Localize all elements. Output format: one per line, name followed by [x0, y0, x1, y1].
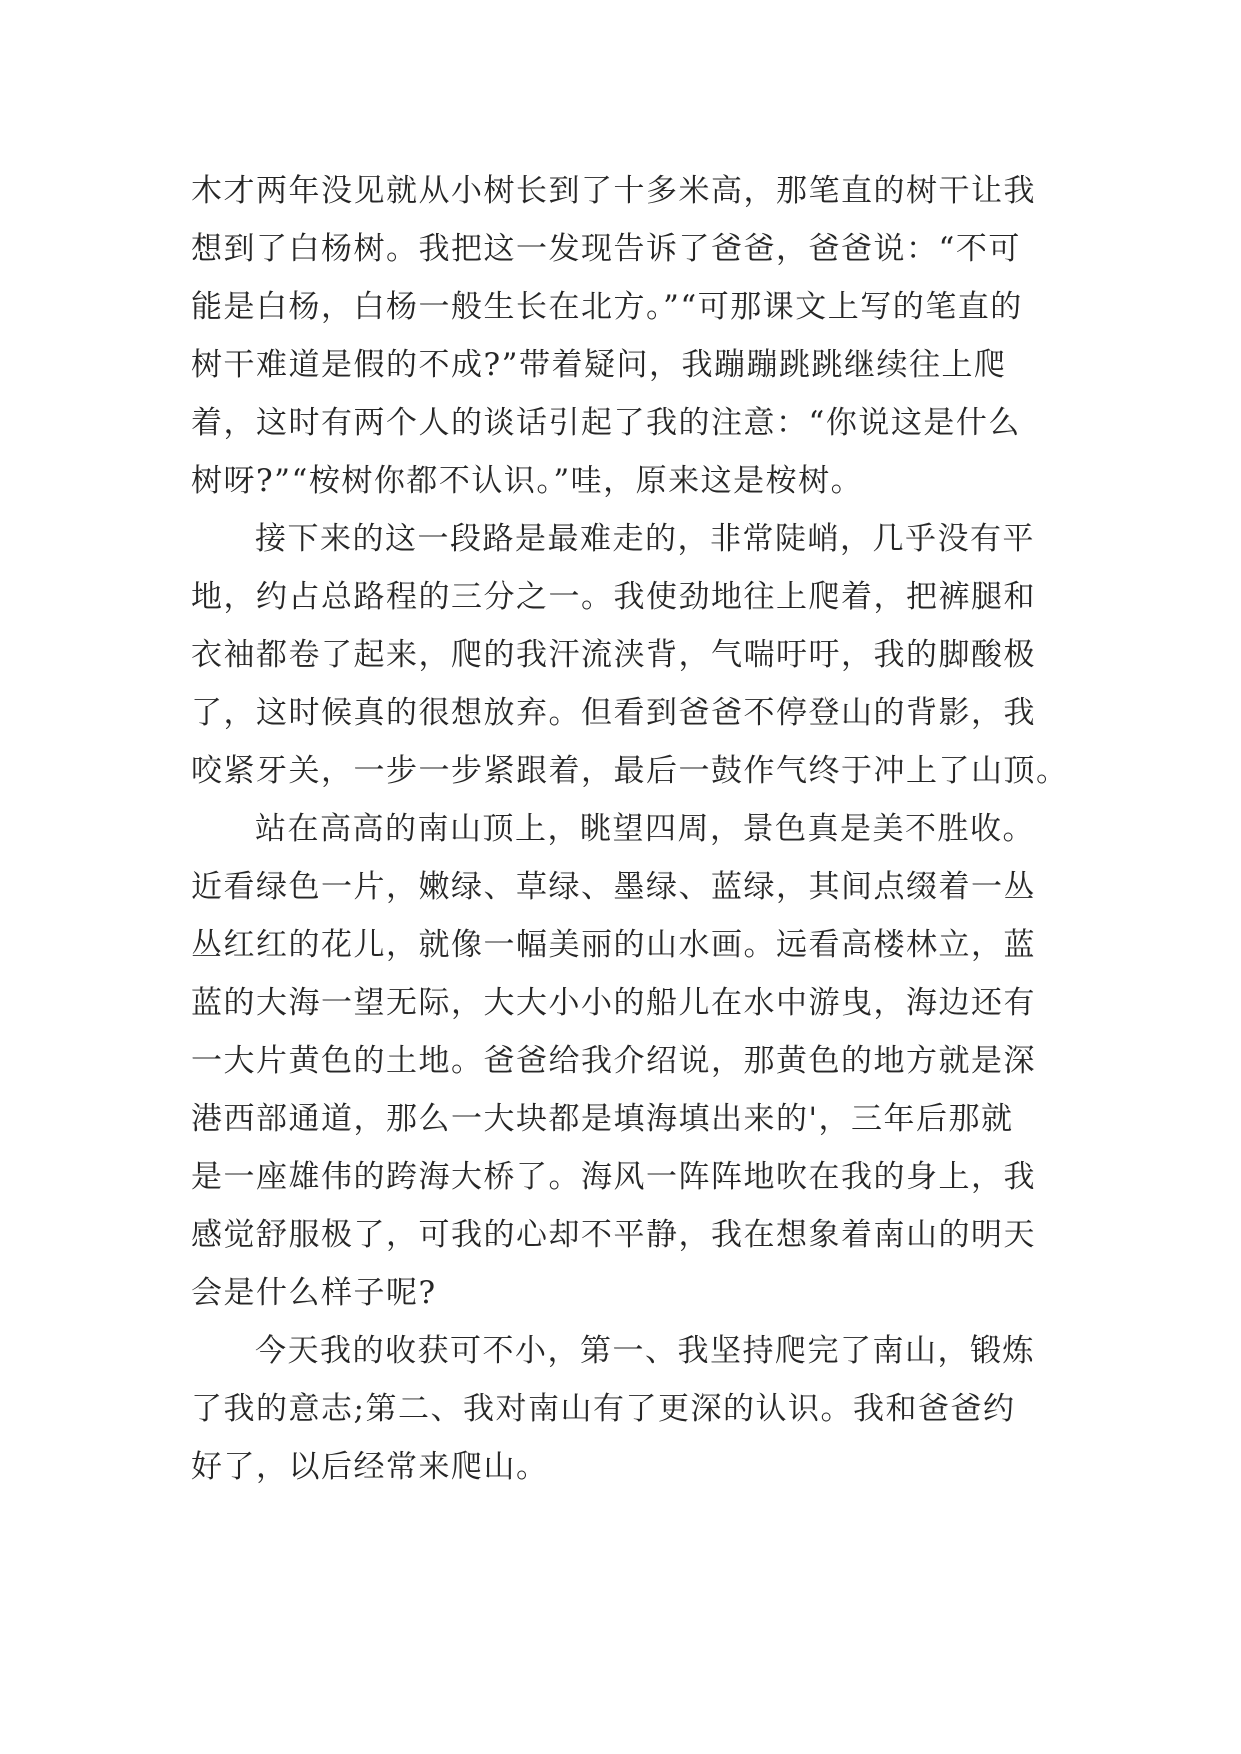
text-line: 蓝的大海一望无际，大大小小的船儿在水中游曳，海边还有: [191, 985, 1036, 1021]
text-line: 感觉舒服极了，可我的心却不平静，我在想象着南山的明天: [191, 1217, 1036, 1253]
text-line: 树干难道是假的不成?”带着疑问，我蹦蹦跳跳继续往上爬: [191, 347, 1007, 383]
text-line: 衣袖都卷了起来，爬的我汗流浃背，气喘吁吁，我的脚酸极: [191, 637, 1036, 673]
text-line: 是一座雄伟的跨海大桥了。海风一阵阵地吹在我的身上，我: [191, 1159, 1036, 1195]
text-line: 丛红红的花儿，就像一幅美丽的山水画。远看高楼林立，蓝: [191, 927, 1036, 963]
paragraph-first-line: 接下来的这一段路是最难走的，非常陡峭，几乎没有平: [255, 521, 1035, 557]
paragraph-first-line: 站在高高的南山顶上，眺望四周，景色真是美不胜收。: [255, 811, 1035, 847]
text-line: 好了，以后经常来爬山。: [191, 1449, 549, 1485]
text-line: 木才两年没见就从小树长到了十多米高，那笔直的树干让我: [191, 173, 1036, 209]
paragraph-first-line: 今天我的收获可不小，第一、我坚持爬完了南山，锻炼: [255, 1333, 1035, 1369]
text-line: 近看绿色一片，嫩绿、草绿、墨绿、蓝绿，其间点缀着一丛: [191, 869, 1036, 905]
text-line: 树呀?”“桉树你都不认识。”哇，原来这是桉树。: [191, 463, 864, 499]
text-line: 咬紧牙关，一步一步紧跟着，最后一鼓作气终于冲上了山顶。: [191, 753, 1069, 789]
essay-body: [191, 162, 1069, 1496]
text-line: 了我的意志;第二、我对南山有了更深的认识。我和爸爸约: [191, 1391, 1016, 1427]
text-line: 想到了白杨树。我把这一发现告诉了爸爸，爸爸说：“不可: [191, 231, 1021, 267]
text-line: 会是什么样子呢?: [191, 1275, 437, 1311]
text-line: 能是白杨，白杨一般生长在北方。”“可那课文上写的笔直的: [191, 289, 1023, 325]
text-line: 地，约占总路程的三分之一。我使劲地往上爬着，把裤腿和: [191, 579, 1036, 615]
text-line: 着，这时有两个人的谈话引起了我的注意：“你说这是什么: [191, 405, 1021, 441]
text-line: 港西部通道，那么一大块都是填海填出来的'，三年后那就: [191, 1101, 1014, 1137]
text-line: 了，这时候真的很想放弃。但看到爸爸不停登山的背影，我: [191, 695, 1036, 731]
text-line: 一大片黄色的土地。爸爸给我介绍说，那黄色的地方就是深: [191, 1043, 1036, 1079]
